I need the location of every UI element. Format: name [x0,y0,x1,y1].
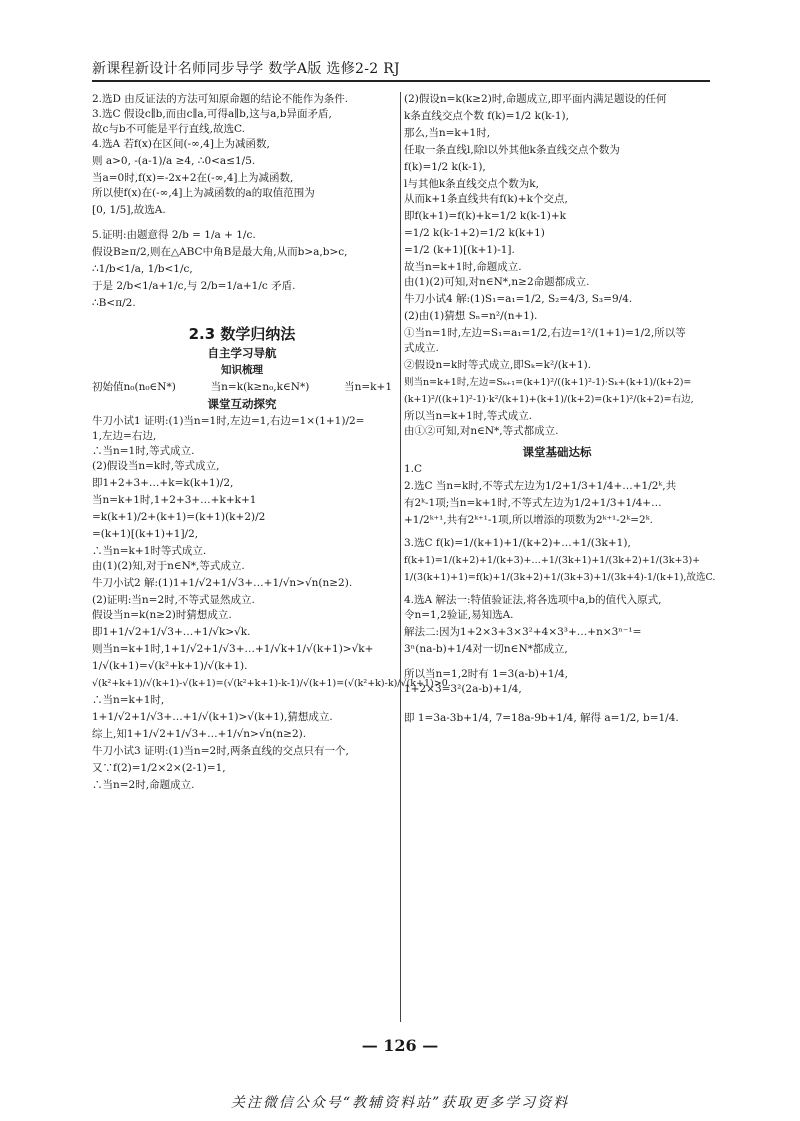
text-line: (2)证明:当n=2时,不等式显然成立. [92,594,255,606]
text-line: ∴B<π/2. [92,297,136,309]
text-line: 1.C [404,463,423,475]
text-line: =(k+1)[(k+1)+1]/2, [92,528,199,540]
page-header [92,52,710,82]
text-line: 即1+1/√2+1/√3+…+1/√k>√k. [92,626,251,638]
text-line: 则 a>0, -(a-1)/a ≥4, ∴0<a≤1/5. [92,155,256,167]
text-line: =1/2 k(k-1+2)=1/2 k(k+1) [404,227,545,239]
text-line: 由(1)(2)可知,对n∈N*,n≥2命题都成立. [404,276,590,288]
text-line: 任取一条直线l,除l以外其他k条直线交点个数为 [404,144,620,156]
text-line: (k+1)²/((k+1)²-1)·k²/(k+1)+(k+1)/(k+2)=(k+1)²/(k+2)=右边, [404,394,694,405]
text-line: 假设B≥π/2,则在△ABC中角B是最大角,从而b>a,b>c, [92,246,348,258]
text-line: 1+2×3=3²(2a-b)+1/4, [404,683,522,695]
basic-heading: 课堂基础达标 [522,445,592,459]
text-line: 综上,知1+1/√2+1/√3+…+1/√n>√n(n≥2). [92,728,307,740]
text-line: 3.选C 假设c∥b,而由c∥a,可得a∥b,这与a,b异面矛盾, [92,108,332,120]
right-proofs [404,92,710,439]
text-line: 解法二:因为1+2×3+3×3²+4×3³+…+n×3ⁿ⁻¹= [404,626,642,638]
text-line: 从而k+1条直线共有f(k)+k个交点, [404,193,568,205]
text-line: 则当n=k+1时,1+1/√2+1/√3+…+1/√k+1/√(k+1)>√k+ [92,643,374,655]
text-line: 1/√(k+1)=√(k²+k+1)/√(k+1). [92,660,248,672]
text-line: 2.选D 由反证法的方法可知原命题的结论不能作为条件. [92,93,349,105]
text-line: 所以使f(x)在(-∞,4]上为减函数的a的取值范围为 [92,187,315,199]
page-number: — 126 — [361,1036,439,1055]
text-line: 有2ᵏ-1项;当n=k+1时,不等式左边为1/2+1/3+1/4+… [404,497,662,509]
column-divider [400,92,401,1022]
text-line: 牛刀小试3 证明:(1)当n=2时,两条直线的交点只有一个, [92,745,349,757]
text-line: 4.选A 解法一:特值验证法,将各选项中a,b的值代入原式, [404,594,662,606]
text-line: 当a=0时,f(x)=-2x+2在(-∞,4]上为减函数, [92,172,294,184]
knowledge-row [92,380,392,395]
text-line: ∴1/b<1/a, 1/b<1/c, [92,263,193,275]
right-answers [404,462,716,726]
knowledge-item: 初始值n₀(n₀∈N*) [92,381,176,393]
text-line: =k(k+1)/2+(k+1)=(k+1)(k+2)/2 [92,511,266,523]
text-line: 又∵f(2)=1/2×2×(2-1)=1, [92,762,226,774]
knowledge-heading: 知识梳理 [221,364,263,376]
text-line: 于是 2/b<1/a+1/c,与 2/b=1/a+1/c 矛盾. [92,280,296,292]
section-subtitle: 自主学习导航 [207,346,277,360]
explore-heading: 课堂互动探究 [207,397,277,411]
text-line: 故c与b不可能是平行直线,故选C. [92,123,245,135]
text-line: 5.证明:由题意得 2/b = 1/a + 1/c. [92,229,256,241]
text-line: 那么,当n=k+1时, [404,127,491,139]
left-answers [92,92,392,311]
text-line: 当n=k+1时,1+2+3+…+k+k+1 [92,494,257,506]
text-line: 2.选C 当n=k时,不等式左边为1/2+1/3+1/4+…+1/2ᵏ,共 [404,480,677,492]
header-title: 新课程新设计名师同步导学 数学A版 选修2-2 RJ [92,61,400,77]
text-line: 即1+2+3+…+k=k(k+1)/2, [92,477,234,489]
text-line: ∴当n=1时,等式成立. [92,445,195,457]
text-line: 令n=1,2验证,易知选A. [404,609,514,621]
text-line: l与其他k条直线交点个数为k, [404,178,539,190]
text-line: 故当n=k+1时,命题成立. [404,261,522,273]
text-line: 牛刀小试2 解:(1)1+1/√2+1/√3+…+1/√n>√n(n≥2). [92,577,353,589]
knowledge-item: 当n=k+1 [344,381,392,393]
text-line: 由①②可知,对n∈N*,等式都成立. [404,425,559,437]
text-line: ∴当n=k+1时, [92,694,165,706]
text-line: +1/2ᵏ⁺¹,共有2ᵏ⁺¹-1项,所以增添的项数为2ᵏ⁺¹-2ᵏ=2ᵏ. [404,514,653,526]
text-line: 则当n=k+1时,左边=Sₖ₊₁=(k+1)²/((k+1)²-1)·Sₖ+(k+1)/(k+2)= [404,377,692,388]
text-line: 3ⁿ(na-b)+1/4对一切n∈N*都成立, [404,643,568,655]
text-line: (2)由(1)猜想 Sₙ=n²/(n+1). [404,310,538,322]
header-rule [92,80,710,82]
text-line: 即 1=3a-3b+1/4, 7=18a-9b+1/4, 解得 a=1/2, b=1/4. [404,712,679,724]
text-line: 所以当n=1,2时有 1=3(a-b)+1/4, [404,668,569,680]
text-line: 牛刀小试1 证明:(1)当n=1时,左边=1,右边=1×(1+1)/2= [92,415,365,427]
text-line: 式成立. [404,342,439,354]
text-line: =1/2 (k+1)[(k+1)-1]. [404,244,515,256]
text-line: f(k+1)=1/(k+2)+1/(k+3)+…+1/(3k+1)+1/(3k+2)+1/(3k+3)+ [404,555,701,566]
text-line: 假设当n=k(n≥2)时猜想成立. [92,609,232,621]
text-line: 所以当n=k+1时,等式成立. [404,410,533,422]
text-line: 牛刀小试4 解:(1)S₁=a₁=1/2, S₂=4/3, S₃=9/4. [404,293,633,305]
text-line: k条直线交点个数 f(k)=1/2 k(k-1), [404,110,569,122]
text-line: 1,左边=右边, [92,430,157,442]
text-line: 由(1)(2)知,对于n∈N*,等式成立. [92,560,245,572]
text-line: (2)假设当n=k时,等式成立, [92,460,220,472]
footer-note: 关注微信公众号“教辅资料站”获取更多学习资料 [230,1095,570,1111]
text-line: ∴当n=2时,命题成立. [92,779,195,791]
text-line: 1/(3(k+1)+1)=f(k)+1/(3k+2)+1/(3k+3)+1/(3k+4)-1/(k+1),故选C. [404,572,716,583]
text-line: 3.选C f(k)=1/(k+1)+1/(k+2)+…+1/(3k+1), [404,537,631,549]
text-line: [0, 1/5],故选A. [92,204,166,216]
text-line: 1+1/√2+1/√3+…+1/√(k+1)>√(k+1),猜想成立. [92,711,333,723]
text-line: 4.选A 若f(x)在区间(-∞,4]上为减函数, [92,138,270,150]
text-line: ①当n=1时,左边=S₁=a₁=1/2,右边=1²/(1+1)=1/2,所以等 [404,327,686,339]
text-line: (2)假设n=k(k≥2)时,命题成立,即平面内满足题设的任何 [404,93,667,105]
text-line: f(k)=1/2 k(k-1), [404,161,486,173]
text-line: √(k²+k+1)/√(k+1)-√(k+1)=(√(k²+k+1)-k-1)/√(k+1)=(√(k²+k)-k)/√(k+1)>0. [92,678,451,689]
section-title: 2.3 数学归纳法 [188,325,296,343]
right-column [404,92,716,726]
text-line: 即f(k+1)=f(k)+k=1/2 k(k-1)+k [404,210,566,222]
knowledge-item: 当n=k(k≥n₀,k∈N*) [210,381,310,393]
text-line: ∴当n=k+1时等式成立. [92,545,207,557]
text-line: ②假设n=k时等式成立,即Sₖ=k²/(k+1). [404,359,592,371]
